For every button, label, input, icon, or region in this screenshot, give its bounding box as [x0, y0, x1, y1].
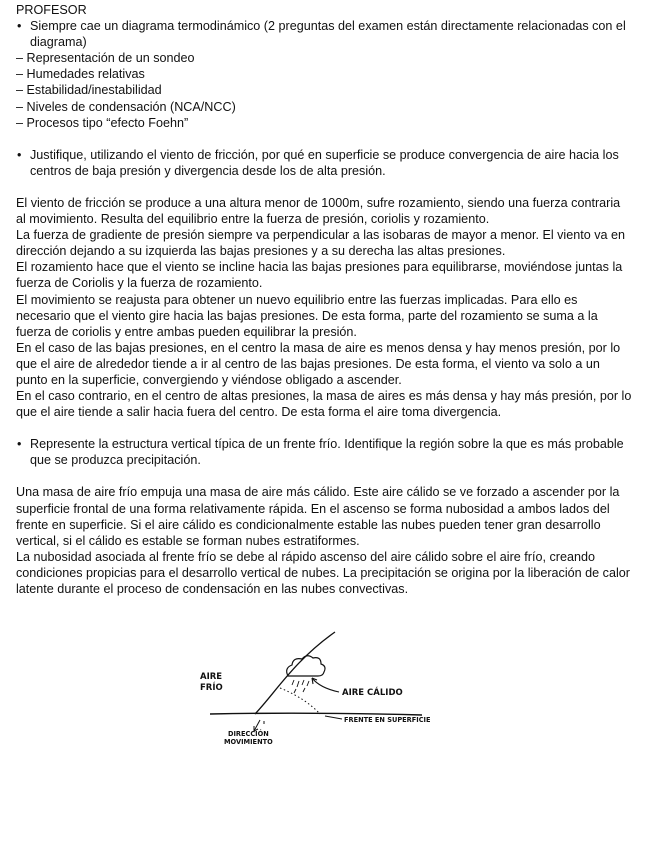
cloud-icon [287, 656, 325, 676]
cold-air-label-1: AIRE [200, 672, 223, 682]
question-1: • Justifique, utilizando el viento de fricción, por qué en superficie se produce convergencia de aire hacia los centros de baja presión y divergencia desde los de alta presión. [16, 147, 632, 179]
answer-2-paragraph: Una masa de aire frío empuja una masa de aire más cálido. Este aire cálido se ve forzado a ascender por la superficie frontal de una forma relativamente rápida. En el ascenso se forma nubosidad a ambos lados del frente en superficie. Si el aire cálido es condicionalmente estable las nubes pueden tener gran desarrollo vertical, si el cálido es estable se forman nubes estratiformes. [16, 485, 620, 548]
answer-1-paragraph: El movimiento se reajusta para obtener un nuevo equilibrio entre las fuerzas implicadas. Para ello es necesario que el viento gire hacia las bajas presiones. De esta forma, parte del rozamiento se suma a la fuerza de coriolis y entre ambas pueden equilibrar la presión. [16, 292, 598, 339]
warm-air-label: AIRE CÁLIDO [342, 688, 403, 698]
topic-item: – Humedades relativas [16, 67, 145, 82]
rain-icon [292, 680, 309, 693]
page-title: PROFESOR [16, 3, 87, 17]
document-page [16, 2, 632, 597]
direction-label-1: DIRECCIÓN [228, 730, 269, 738]
answer-2-paragraph: La nubosidad asociada al frente frío se debe al rápido ascenso del aire cálido sobre el aire frío, creando condiciones propicias para el desarrollo vertical de nubes. La precipitación se origina por la liberación de calor latente durante el proceso de condensación en las nubes convectivas. [16, 549, 630, 596]
front-dotted-line [280, 688, 320, 714]
topic-item: – Representación de un sondeo [16, 51, 195, 66]
answer-1-paragraph: El viento de fricción se produce a una altura menor de 1000m, sufre rozamiento, siendo una fuerza contraria al movimiento. Resulta del equilibrio entre la fuerza de presión, coriolis y rozamiento. [16, 195, 621, 227]
answer-1-paragraph: En el caso contrario, en el centro de altas presiones, la masa de aires es más densa y hay más presión, por lo que el aire tiende a salir hacia fuera del centro. De esta forma el aire toma divergencia. [16, 389, 632, 420]
topic-item: – Estabilidad/inestabilidad [16, 83, 162, 98]
direction-label-2: MOVIMIENTO [224, 738, 273, 746]
topic-item: – Niveles de condensación (NCA/NCC) [16, 99, 236, 114]
cold-front-diagram [160, 628, 430, 758]
cold-front-sketch [160, 628, 430, 758]
topic-item: – Procesos tipo “efecto Foehn” [16, 115, 189, 130]
answer-1-paragraph: En el caso de las bajas presiones, en el centro la masa de aire es menos densa y hay menos presión, por lo que el aire de alrededor tiende a ir al centro de las bajas presiones. De esta forma, el viento va solo a un punto en la superficie, convergiendo y viéndose obligado a ascender. [16, 340, 621, 387]
answer-1-paragraph: El rozamiento hace que el viento se incline hacia las bajas presiones para equilibrarse, moviéndose juntas la fuerza de Coriolis y la fuerza de rozamiento. [16, 260, 623, 291]
topics-bullet: • Siempre cae un diagrama termodinámico (2 preguntas del examen están directamente relacionadas con el diagrama) [16, 18, 632, 50]
answer-1-paragraph: La fuerza de gradiente de presión siempre va perpendicular a las isobaras de mayor a menor. El viento va en dirección dejando a su izquierda las bajas presiones y a su derecha las altas presiones. [16, 228, 626, 259]
surface-front-label: FRENTE EN SUPERFICIE [344, 716, 430, 724]
question-2: • Represente la estructura vertical típica de un frente frío. Identifique la región sobre la que es más probable que se produzca precipitación. [16, 436, 632, 468]
front-pointer [325, 716, 342, 719]
ground-line [210, 713, 422, 715]
cold-air-label-2: FRÍO [200, 683, 223, 693]
